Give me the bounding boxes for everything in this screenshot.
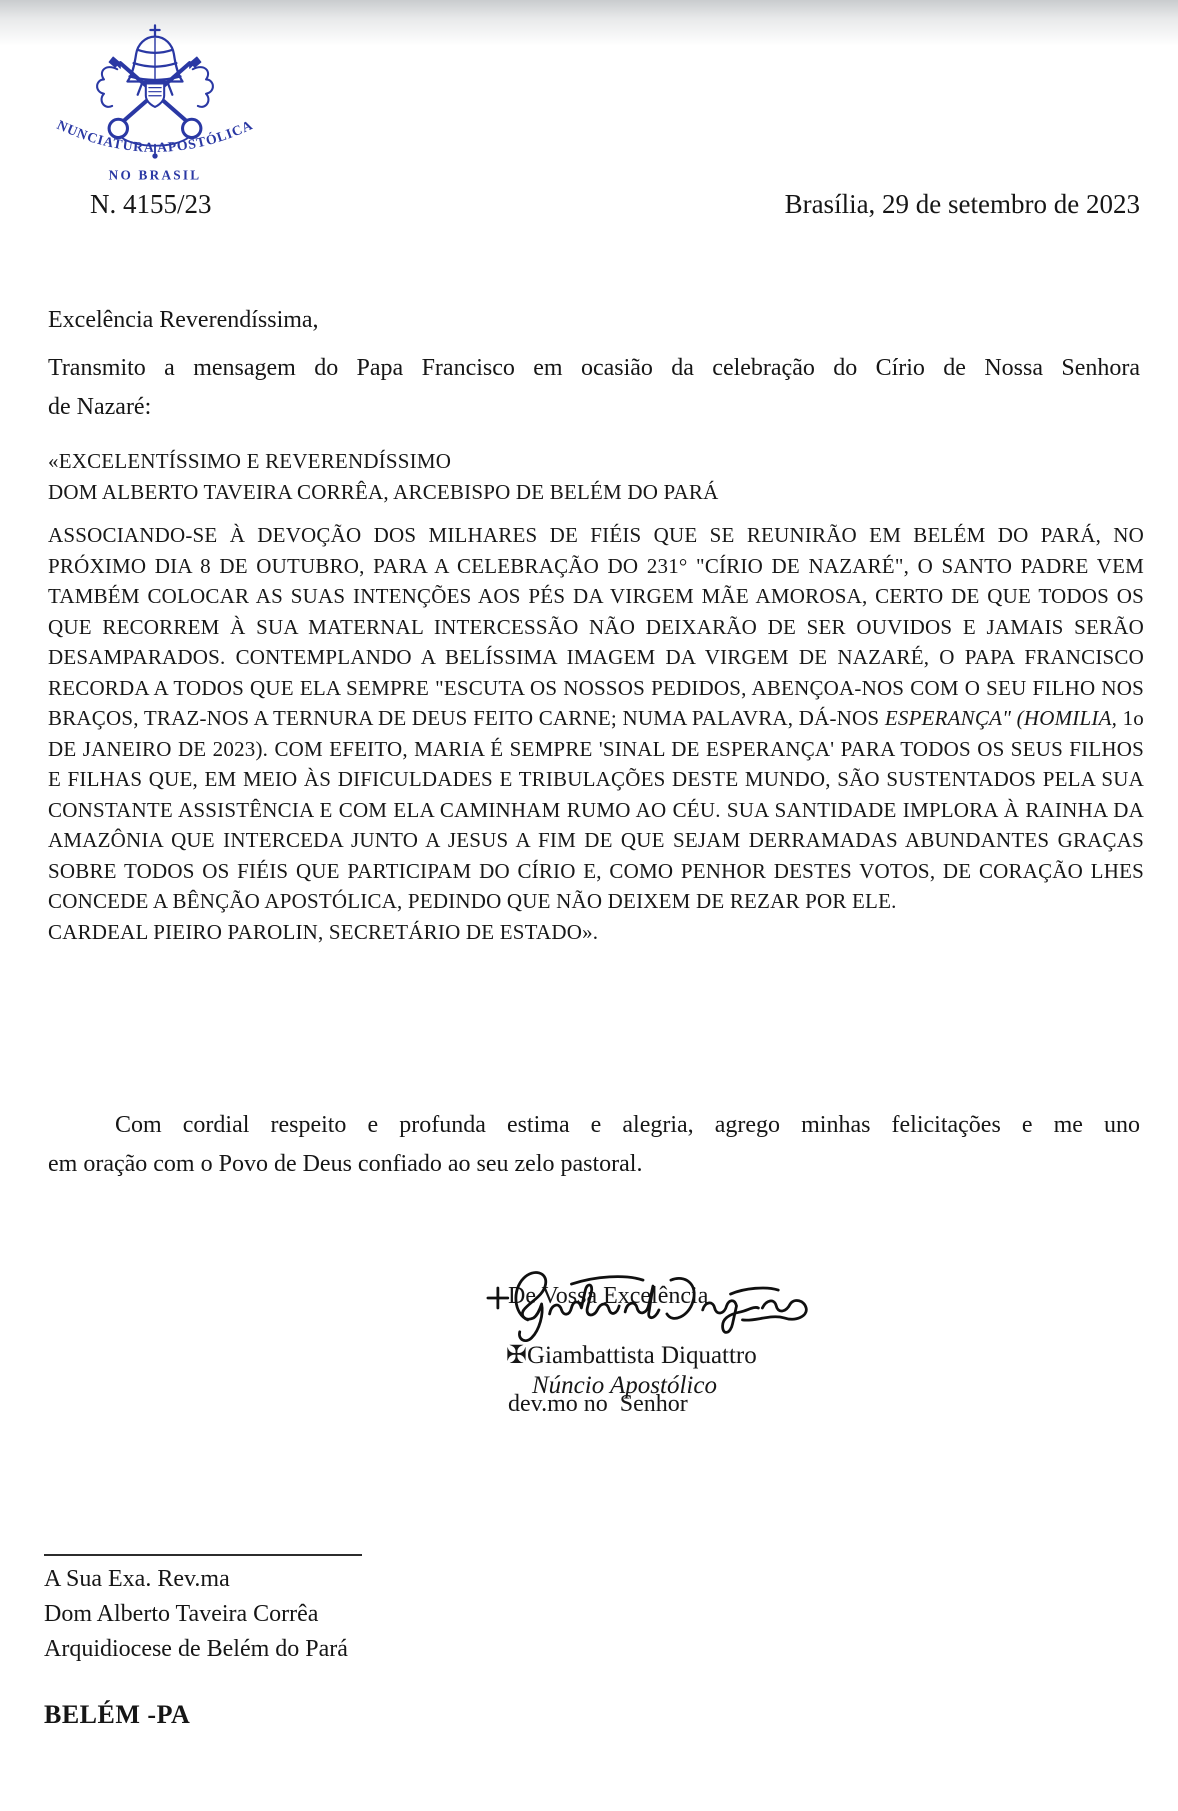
svg-text:NUNCIATURA APOSTÓLICA	[55, 117, 255, 155]
addressee-divider	[44, 1554, 362, 1556]
valediction-line-1: De Vossa Excelência	[508, 1283, 709, 1309]
addressee-city: BELÉM -PA	[44, 1700, 191, 1729]
closing-line-1: Com cordial respeito e profunda estima e alegria, agrego minhas felicitações e me uno	[115, 1112, 1140, 1138]
place-date-line: Brasília, 29 de setembro de 2023	[784, 189, 1140, 219]
signature-handwriting-icon	[476, 1256, 824, 1346]
intro-paragraph	[48, 349, 1140, 427]
addressee-line-3: Arquidiocese de Belém do Pará	[44, 1636, 348, 1662]
addressee-line-2: Dom Alberto Taveira Corrêa	[44, 1601, 319, 1627]
intro-line-2: de Nazaré:	[48, 394, 152, 420]
intro-line-1: Transmito a mensagem do Papa Francisco em ocasião da celebração do Círio de Nossa Senhora	[48, 355, 1140, 381]
logo-subtext: NO BRASIL	[108, 167, 202, 183]
signer-title: Núncio Apostólico	[532, 1372, 717, 1399]
quote-heading-line-1: «EXCELENTÍSSIMO E REVERENDÍSSIMO	[48, 449, 452, 473]
quote-text-1: ASSOCIANDO-SE À DEVOÇÃO DOS MILHARES DE FIÉIS QUE SE REUNIRÃO EM BELÉM DO PARÁ, NO PRÓXIMO DIA 8 DE OUTUBRO, PARA A CELEBRAÇÃO DO 231° "CÍRIO DE NAZARÉ", O SANTO PADRE VEM TAMBÉM COLOCAR AS SUAS INTENÇÕES AOS PÉS DA VIRGEM MÃE AMOROSA, CERTO DE QUE TODOS OS QUE RECORREM À SUA MATERNAL INTERCESSÃO NÃO DEIXARÃO DE SER OUVIDOS E JAMAIS SERÃO DESAMPARADOS. CONTEMPLANDO A BELÍSSIMA IMAGEM DA VIRGEM DE NAZARÉ, O PAPA FRANCISCO RECORDA A TODOS QUE ELA SEMPRE "ESCUTA OS NOSSOS PEDIDOS, ABENÇOA-NOS COM O SEU FILHO NOS BRAÇOS, TRAZ-NOS A TERNURA DE DEUS FEITO CARNE; NUMA PALAVRA, DÁ-NOS	[48, 523, 1144, 730]
salutation: Excelência Reverendíssima,	[48, 307, 319, 333]
closing-line-2: em oração com o Povo de Deus confiado ao seu zelo pastoral.	[48, 1151, 643, 1177]
addressee-block	[44, 1562, 348, 1667]
logo-arc-text: NUNCIATURA APOSTÓLICA	[54, 117, 256, 155]
quote-heading-line-2: DOM ALBERTO TAVEIRA CORRÊA, ARCEBISPO DE BELÉM DO PARÁ	[48, 479, 719, 504]
quote-attribution: CARDEAL PIEIRO PAROLIN, SECRETÁRIO DE ESTADO».	[48, 919, 599, 944]
quote-body	[48, 520, 1144, 947]
signer-name: ✠Giambattista Diquattro	[506, 1342, 757, 1369]
quote-text-italic: ESPERANÇA" (HOMILIA,	[884, 706, 1118, 730]
quote-heading	[48, 446, 1148, 507]
papal-coat-of-arms-icon	[53, 22, 257, 194]
valediction-line-2: dev.mo no Senhor	[508, 1391, 688, 1417]
quote-text-2: 1o DE JANEIRO DE 2023). COM EFEITO, MARIA É SEMPRE 'SINAL DE ESPERANÇA' PARA TODOS OS SEUS FILHOS E FILHAS QUE, EM MEIO ÀS DIFICULDADES E TRIBULAÇÕES DESTE MUNDO, SÃO SUSTENTADOS PELA SUA CONSTANTE ASSISTÊNCIA E COM ELA CAMINHAM RUMO AO CÉU. SUA SANTIDADE IMPLORA À RAINHA DA AMAZÔNIA QUE INTERCEDA JUNTO A JESUS A FIM DE QUE SEJAM DERRAMADAS ABUNDANTES GRAÇAS SOBRE TODOS OS FIÉIS QUE PARTICIPAM DO CÍRIO E, COMO PENHOR DESTES VOTOS, DE CORAÇÃO LHES CONCEDE A BÊNÇÃO APOSTÓLICA, PEDINDO QUE NÃO DEIXEM DE REZAR POR ELE.	[48, 706, 1144, 913]
addressee-line-1: A Sua Exa. Rev.ma	[44, 1566, 230, 1592]
quote-paragraph	[48, 520, 1144, 917]
reference-number: N. 4155/23	[90, 189, 212, 219]
closing-paragraph	[48, 1106, 1140, 1184]
